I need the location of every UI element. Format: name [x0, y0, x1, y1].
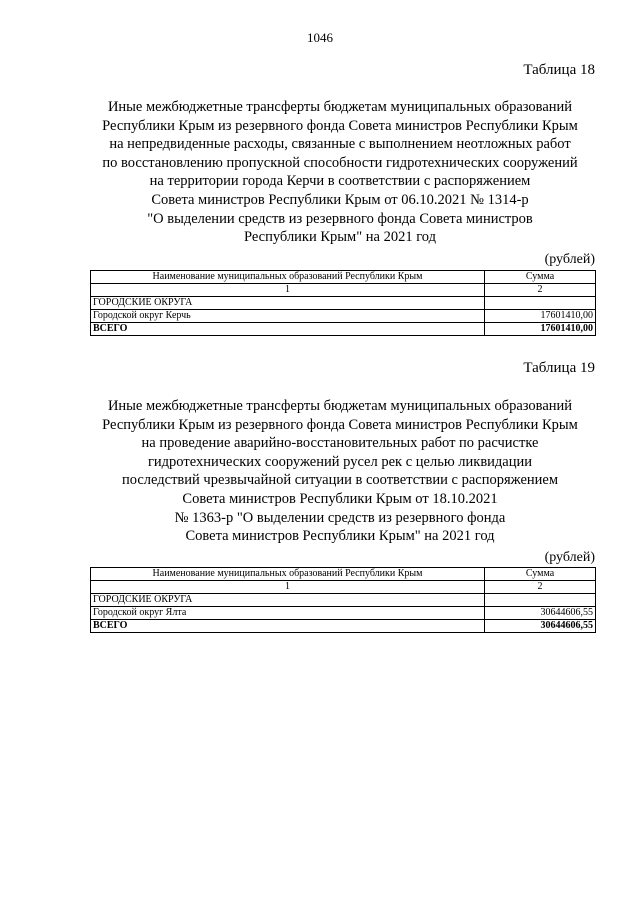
total-amount: 30644606,55 [485, 620, 596, 633]
page-number: 1046 [307, 30, 333, 45]
municipality-name: Городской округ Ялта [91, 607, 485, 620]
heading-line: Республики Крым" на 2021 год [244, 229, 436, 246]
section-empty-cell [485, 594, 596, 607]
heading-line: Республики Крым из резервного фонда Совета министров Республики Крым [102, 416, 578, 433]
amount-value: 17601410,00 [485, 310, 596, 323]
table-header-row [91, 271, 596, 284]
column-number-row [91, 284, 596, 297]
column-number: 1 [91, 284, 485, 297]
total-row [91, 323, 596, 336]
heading-line: Совета министров Республики Крым от 06.10.2021 № 1314-р [151, 191, 529, 208]
column-header-name: Наименование муниципальных образований Республики Крым [91, 568, 485, 581]
table-row [91, 310, 596, 323]
heading-line: по восстановлению пропускной способности гидротехнических сооружений [102, 154, 578, 171]
section-row [91, 297, 596, 310]
heading-line: Совета министров Республики Крым" на 2021 год [185, 528, 495, 545]
table-row [91, 607, 596, 620]
table-19 [90, 567, 596, 633]
column-header-amount: Сумма [485, 271, 596, 284]
heading-line: последствий чрезвычайной ситуации в соответствии с распоряжением [121, 472, 559, 489]
amount-value: 30644606,55 [485, 607, 596, 620]
section-title: ГОРОДСКИЕ ОКРУГА [91, 297, 485, 310]
total-amount: 17601410,00 [485, 323, 596, 336]
heading-line: Иные межбюджетные трансферты бюджетам муниципальных образований [107, 398, 573, 414]
column-header-amount: Сумма [485, 568, 596, 581]
table-19-heading [70, 397, 610, 546]
section-title: ГОРОДСКИЕ ОКРУГА [91, 594, 485, 607]
table-18 [90, 270, 596, 336]
table-19-units: (рублей) [544, 550, 595, 565]
heading-line: № 1363-р "О выделении средств из резервного фонда [174, 509, 506, 526]
column-number-row [91, 581, 596, 594]
table-header-row [91, 568, 596, 581]
table-18-heading [70, 98, 610, 247]
column-number: 1 [91, 581, 485, 594]
heading-line: Республики Крым из резервного фонда Совета министров Республики Крым [102, 117, 578, 134]
section-row [91, 594, 596, 607]
heading-line: гидротехнических сооружений русел рек с целью ликвидации [147, 453, 533, 470]
heading-line: Совета министров Республики Крым от 18.10.2021 [182, 490, 498, 507]
table-19-label: Таблица 19 [523, 360, 595, 376]
heading-line: Иные межбюджетные трансферты бюджетам муниципальных образований [107, 99, 573, 115]
heading-line: на территории города Керчи в соответствии с распоряжением [149, 173, 531, 190]
total-row [91, 620, 596, 633]
total-label: ВСЕГО [91, 620, 485, 633]
section-empty-cell [485, 297, 596, 310]
column-header-name: Наименование муниципальных образований Республики Крым [91, 271, 485, 284]
heading-line: на непредвиденные расходы, связанные с выполнением неотложных работ [109, 136, 571, 153]
total-label: ВСЕГО [91, 323, 485, 336]
heading-line: "О выделении средств из резервного фонда Совета министров [147, 210, 533, 227]
table-18-label: Таблица 18 [523, 62, 595, 78]
column-number: 2 [485, 581, 596, 594]
heading-line: на проведение аварийно-восстановительных работ по расчистке [141, 435, 539, 452]
municipality-name: Городской округ Керчь [91, 310, 485, 323]
table-18-units: (рублей) [544, 252, 595, 267]
column-number: 2 [485, 284, 596, 297]
